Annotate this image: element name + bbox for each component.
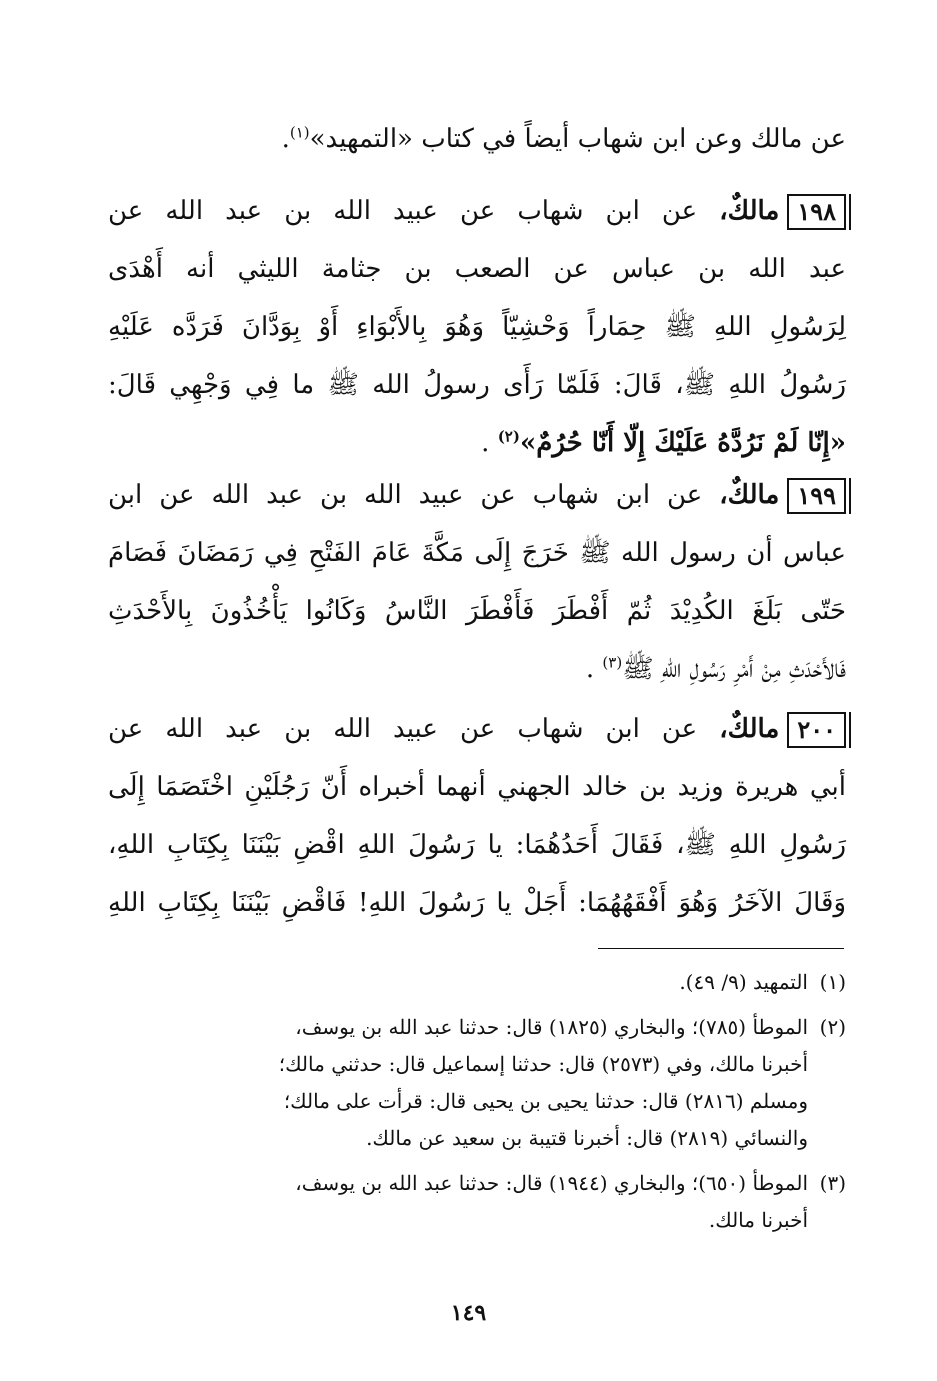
footnote-text: الموطأ (٦٥٠)؛ والبخاري (١٩٤٤) قال: حدثنا عبد الله بن يوسف، [295, 1171, 808, 1195]
footnote-line: أخبرنا مالك، وفي (٢٥٧٣) قال: حدثنا إسماعيل قال: حدثني مالك؛ [278, 1052, 808, 1076]
footnote-3 [108, 1165, 846, 1202]
footnote-text: الموطأ (٧٨٥)؛ والبخاري (١٨٢٥) قال: حدثنا عبد الله بن يوسف، [295, 1015, 808, 1039]
hadith-line: رَسُولُ اللهِ ﷺ، قَالَ: فَلَمّا رَأَى رسولُ الله ﷺ ما فِي وَجْهِي قَالَ: [108, 370, 846, 400]
hadith-line: رَسُولِ اللهِ ﷺ، فَقَالَ أَحَدُهُمَا: يا رَسُولَ اللهِ اقْضِ بَيْنَنَا بِكِتَابِ اللهِ، [108, 830, 846, 860]
hadith-line: أبي هريرة وزيد بن خالد الجهني أنهما أخبراه أَنّ رَجُلَيْنِ اخْتَصَمَا إِلَى [108, 772, 846, 802]
hadith-line-quote: «إِنّا لَمْ نَرُدَّهُ عَلَيْكَ إِلّا أَنّا حُرُمٌ»$^{(٢)}$ . [481, 427, 846, 458]
narrator-name: مالكٌ، [719, 196, 780, 226]
hadith-line [108, 466, 846, 524]
hadith-text: عن ابن شهاب عن عبيد الله بن عبد الله عن ابن [108, 480, 703, 510]
footnotes [108, 964, 846, 1239]
footnote-line: والنسائي (٢٨١٩) قال: أخبرنا قتيبة بن سعيد عن مالك. [366, 1126, 808, 1150]
hadith-line: حَتّى بَلَغَ الكُدِيْدَ ثُمّ أَفْطَرَ فَأَفْطَرَ النَّاسُ وَكَانُوا يَأْخُذُونَ بِالأَحْدَثِ [108, 596, 846, 626]
footnote-line: ومسلم (٢٨١٦) قال: حدثنا يحيى بن يحيى قال: قرأت على مالك؛ [283, 1089, 808, 1113]
hadith-text: عن ابن شهاب عن عبيد الله بن عبد الله عن [108, 196, 698, 226]
footnote-2 [108, 1009, 846, 1046]
footnote-ref: (٢) [497, 427, 520, 446]
footnote-line: أخبرنا مالك. [708, 1208, 808, 1232]
hadith-number: ٢٠٠ [787, 712, 846, 748]
hadith-line [108, 182, 846, 240]
footnote-number: (١) [819, 970, 846, 994]
period: . [281, 124, 290, 154]
hadith-text: عن ابن شهاب عن عبيد الله بن عبد الله عن [108, 714, 698, 744]
narrator-name: مالكٌ، [719, 480, 780, 510]
intro-line [108, 110, 846, 168]
hadith-number: ١٩٨ [787, 194, 846, 230]
footnote-number: (٢) [819, 1015, 846, 1039]
hadith-text: فَالأَحْدَثِ مِنْ أَمْرِ رَسُولِ اللهِ ﷺ [622, 654, 846, 684]
hadith-line: لِرَسُولِ اللهِ ﷺ حِمَاراً وَحْشِيّاً وَهُوَ بِالأَبْوَاءِ أَوْ بِوَدَّانَ فَرَدَّه عَلَيْهِ [108, 312, 846, 342]
prophetic-quote: «إِنّا لَمْ نَرُدَّهُ عَلَيْكَ إِلّا أَنّا حُرُمٌ» [519, 428, 846, 458]
hadith-line: وَقَالَ الآخَرُ وَهُوَ أَفْقَهُهُمَا: أَجَلْ يا رَسُولَ اللهِ! فَاقْضِ بَيْنَنَا بِكِتَابِ اللهِ [108, 888, 846, 918]
intro-text: عن مالك وعن ابن شهاب أيضاً في كتاب «التمهيد» [309, 124, 846, 154]
hadith-number: ١٩٩ [787, 478, 846, 514]
narrator-name: مالكٌ، [719, 714, 780, 744]
hadith-line: عباس أن رسول الله ﷺ خَرَجَ إِلَى مَكَّةَ عَامَ الفَتْحِ فِي رَمَضَانَ فَصَامَ [108, 538, 846, 568]
footnote-1 [108, 964, 846, 1001]
footnote-number: (٣) [819, 1171, 846, 1195]
page-number: ١٤٩ [450, 1300, 487, 1326]
hadith-line [108, 700, 846, 758]
footnote-ref: (١) [289, 123, 310, 142]
footnote-separator [598, 948, 844, 949]
footnote-ref: (٣) [602, 653, 623, 672]
footnote-text: التمهيد (٩/ ٤٩). [679, 970, 808, 994]
hadith-line: عبد الله بن عباس عن الصعب بن جثامة الليثي أنه أَهْدَى [108, 254, 846, 284]
hadith-line: فَالأَحْدَثِ مِنْ أَمْرِ رَسُولِ اللهِ ﷺ$^{(٣)}$ . [585, 653, 846, 684]
